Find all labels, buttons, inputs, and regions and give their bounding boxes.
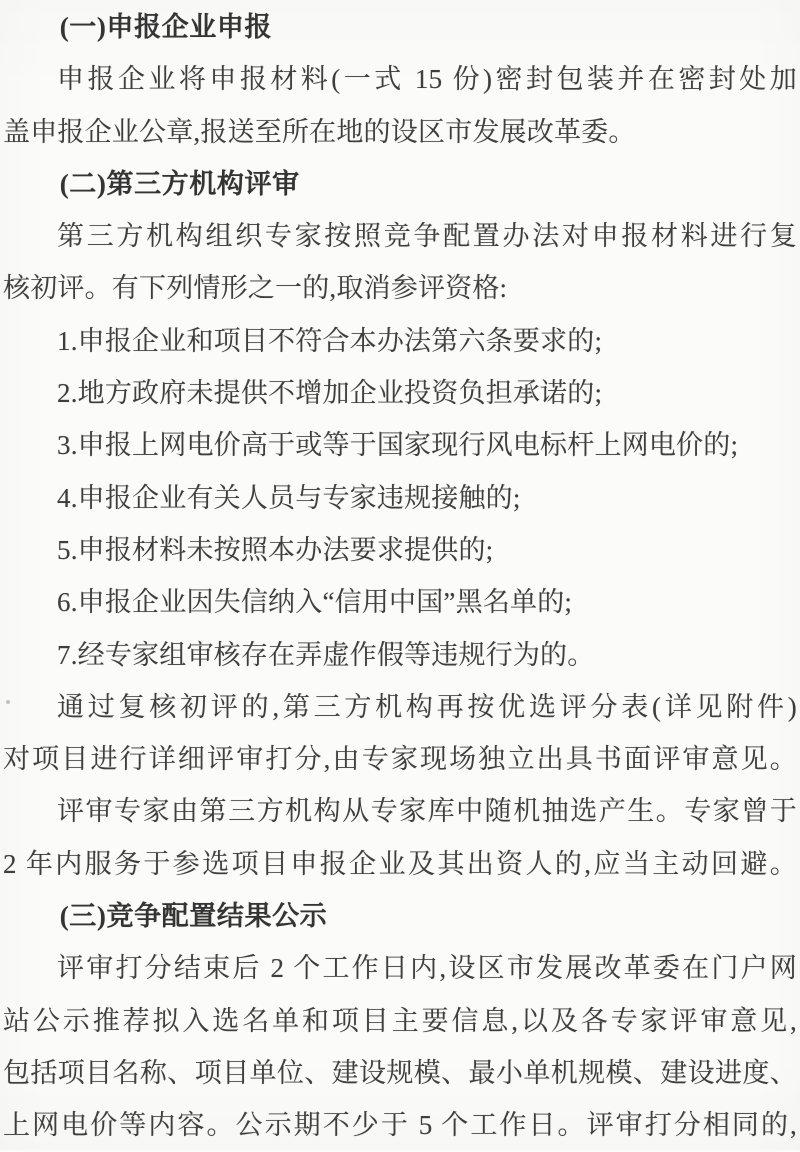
section-heading-2: (二)第三方机构评审 (59, 168, 300, 199)
paragraph-line: 对项目进行详细评审打分,由专家现场独立出具书面评审意见。 (3, 744, 797, 775)
paragraph-line: 第三方机构组织专家按照竞争配置办法对申报材料进行复 (57, 221, 797, 252)
list-item-3: 3.申报上网电价高于或等于国家现行风电标杆上网电价的; (57, 430, 739, 461)
paragraph-line: 上网电价等内容。公示期不少于 5 个工作日。评审打分相同的, (3, 1110, 797, 1141)
section-heading-3: (三)竞争配置结果公示 (59, 901, 328, 932)
list-item-5: 5.申报材料未按照本办法要求提供的; (57, 534, 494, 565)
paragraph-line: 评审专家由第三方机构从专家库中随机抽选产生。专家曾于 (57, 796, 797, 827)
document-text-block (3, 1, 797, 1152)
paragraph-line: 申报企业将申报材料(一式 15 份)密封包装并在密封处加 (57, 64, 797, 95)
section-heading-1: (一)申报企业申报 (59, 12, 273, 42)
list-item-7: 7.经专家组审核存在弄虚作假等违规行为的。 (57, 639, 595, 670)
list-item-1: 1.申报企业和项目不符合本办法第六条要求的; (57, 325, 603, 356)
list-item-4: 4.申报企业有关人员与专家违规接触的; (57, 482, 521, 513)
paragraph-line: 核初评。有下列情形之一的,取消参评资格: (3, 273, 508, 304)
paragraph-line: 通过复核初评的,第三方机构再按优选评分表(详见附件) (57, 691, 797, 722)
paragraph-line: 站公示推荐拟入选名单和项目主要信息,以及各专家评审意见, (3, 1005, 797, 1036)
list-item-2: 2.地方政府未提供不增加企业投资负担承诺的; (57, 378, 603, 409)
paragraph-line: 包括项目名称、项目单位、建设规模、最小单机规模、建设进度、 (3, 1057, 797, 1088)
paragraph-line: 2 年内服务于参选项目申报企业及其出资人的,应当主动回避。 (3, 848, 797, 879)
paragraph-line: 评审打分结束后 2 个工作日内,设区市发展改革委在门户网 (57, 953, 797, 984)
paragraph-line: 盖申报企业公章,报送至所在地的设区市发展改革委。 (3, 116, 636, 147)
list-item-6: 6.申报企业因失信纳入“信用中国”黑名单的; (57, 587, 573, 618)
